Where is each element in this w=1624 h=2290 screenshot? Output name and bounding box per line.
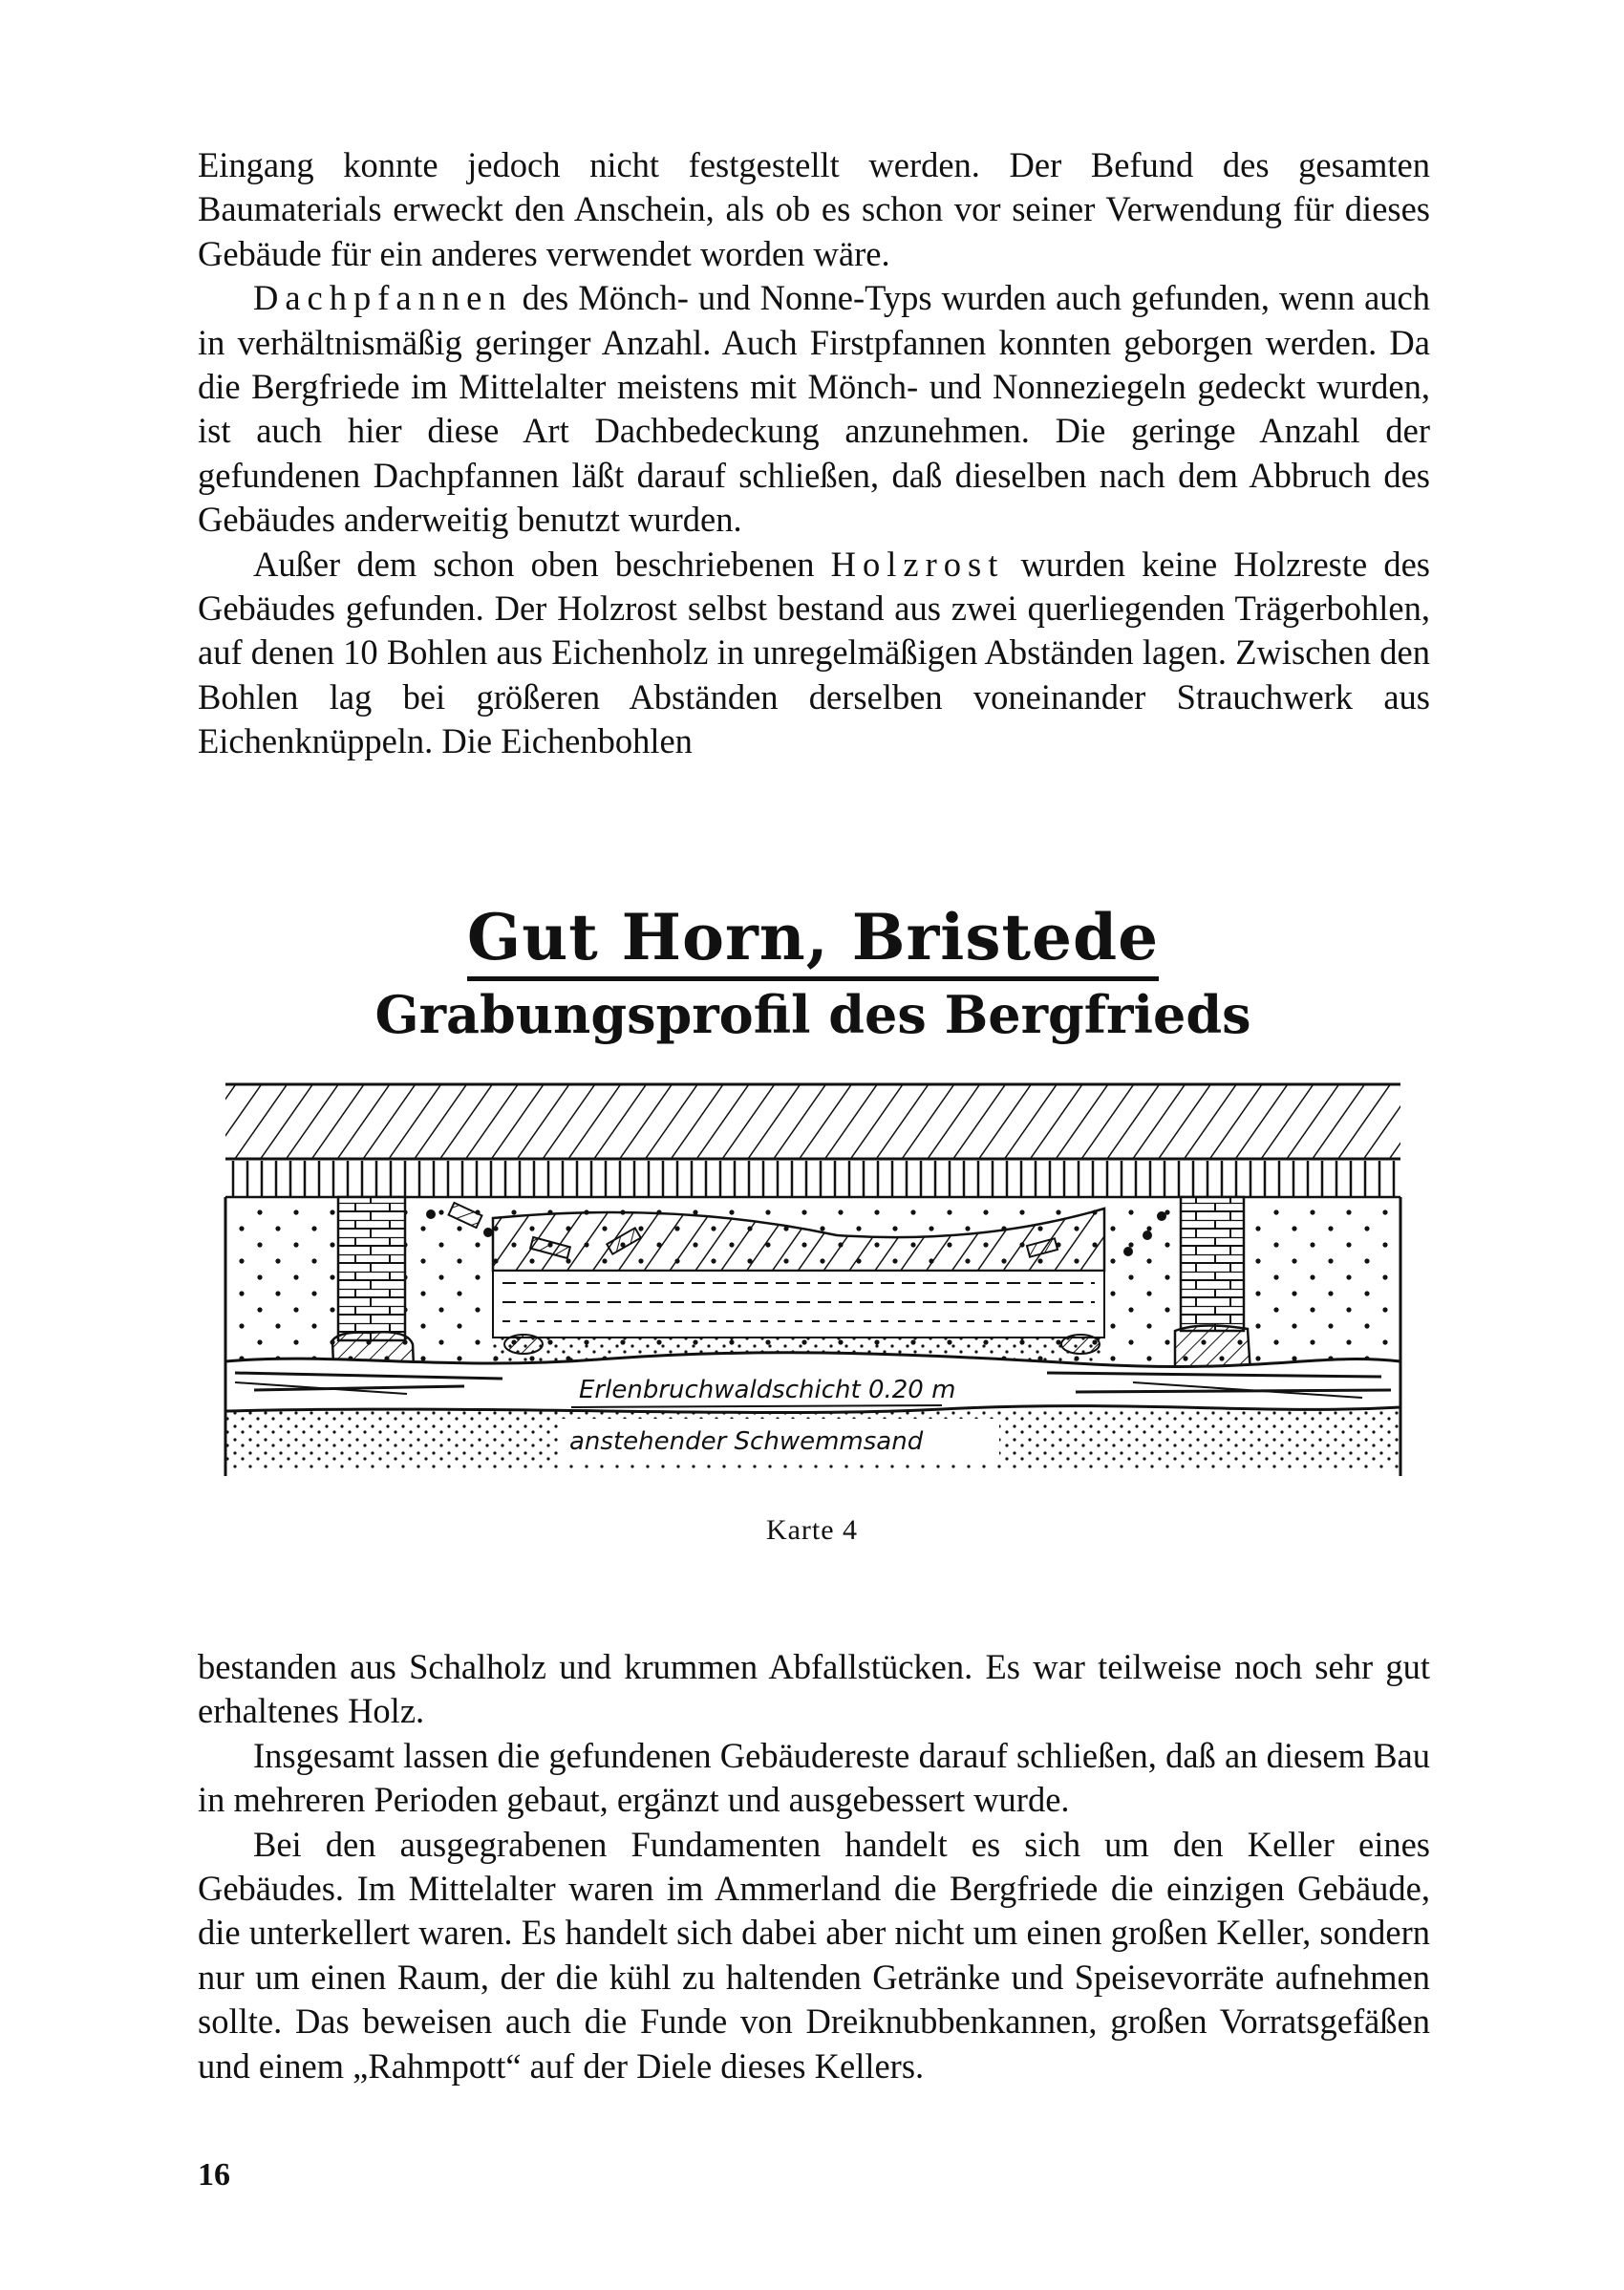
paragraph-4: bestanden aus Schalholz und krummen Abfallstücken. Es war teilweise noch sehr gut erhaltenes Holz. (198, 1647, 1430, 1731)
top-text-block (198, 143, 1430, 764)
paragraph-3-start: Außer dem schon oben beschriebenen (253, 544, 831, 584)
figure-title: Gut Horn, Bristede (216, 900, 1410, 974)
spaced-term-dachpfannen: Dachpfannen (253, 278, 513, 318)
page-number: 16 (198, 2157, 230, 2193)
cellar-infill (493, 1209, 1104, 1366)
paragraph-5: Insgesamt lassen die gefundenen Gebäudereste darauf schließen, daß an diesem Bau in mehreren Perioden gebaut, ergänzt und ausgebessert wurde. (198, 1735, 1430, 1820)
paragraph-6: Bei den ausgegrabenen Fundamenten handelt es sich um den Keller eines Gebäudes. Im Mittelalter waren im Ammerland die Bergfriede die einzigen Gebäude, die unterkellert waren. Es handelt sich dabei aber nicht um einen großen Keller, sondern nur um einen Raum, der die kühl zu haltenden Getränke und Speisevorräte aufnehmen sollte. Das beweisen auch die Funde von Dreiknubbenkannen, großen Vorratsgefäßen und einem „Rahmpott“ auf der Diele dieses Kellers. (198, 1824, 1430, 2086)
paragraph-1: Eingang konnte jedoch nicht festgestellt werden. Der Befund des gesamten Baumaterials erweckt den Anschein, als ob es schon vor seiner Verwendung für dieses Gebäude für ein anderes verwendet worden wäre. (198, 145, 1430, 273)
figure-subtitle: Grabungsprofil des Bergfrieds (374, 984, 1251, 1045)
figure-caption: Karte 4 (765, 1514, 859, 1546)
alluvial-sand-layer (225, 1411, 1400, 1470)
paragraph-3-rest: wurden keine Holzreste des Gebäudes gefunden. Der Holzrost selbst bestand aus zwei querliegenden Trägerbohlen, auf denen 10 Bohlen aus Eichenholz in unregelmäßigen Abständen lagen. Zwischen den Bohlen lag bei größeren Abständen derselben voneinander Strauchwerk aus Eichenknüppeln. Die Eichenbohlen (198, 544, 1430, 761)
spaced-term-holzrost: Holzrost (830, 544, 1005, 584)
excavation-profile-figure (216, 888, 1410, 1500)
topsoil-layer (225, 1084, 1400, 1159)
profile-diagram (216, 1075, 1410, 1476)
paragraph-2-rest: des Mönch- und Nonne-Typs wurden auch gefunden, wenn auch in verhältnismäßig geringer Anzahl. Auch Firstpfannen konnten geborgen werden. Da die Bergfriede im Mittelalter meistens mit Mönch- und Nonneziegeln gedeckt wurden, ist auch hier diese Art Dachbedeckung anzunehmen. Die geringe Anzahl der gefundenen Dachpfannen läßt darauf schließen, daß dieselben nach dem Abbruch des Gebäudes anderweitig benutzt wurden. (198, 278, 1430, 540)
bottom-text-block (198, 1645, 1430, 2088)
paragraph-3 (198, 543, 1430, 764)
sand-layer-label: anstehender Schwemmsand (569, 1427, 924, 1456)
alder-layer-label: Erlenbruchwaldschicht 0.20 m (579, 1376, 956, 1404)
paragraph-2 (198, 276, 1430, 542)
vertical-hatch-layer (225, 1161, 1400, 1197)
